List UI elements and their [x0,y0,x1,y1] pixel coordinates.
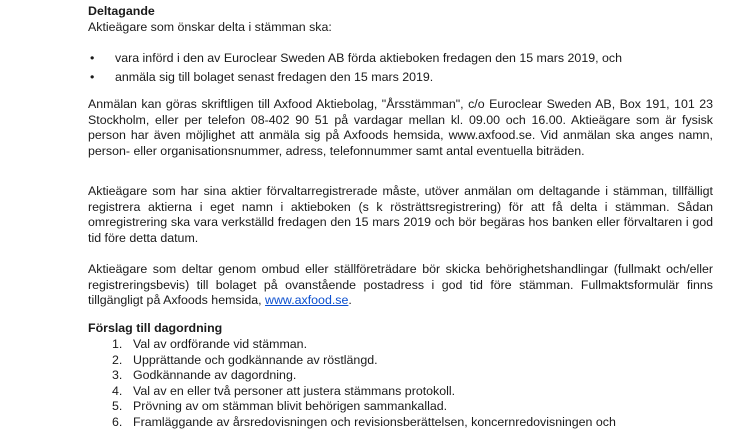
list-item-text: vara införd i den av Euroclear Sweden AB förda aktieboken fredagen den 15 mars 2019, och [115,51,622,65]
item-number: 3. [112,368,123,383]
proxy-paragraph [88,262,713,309]
registration-paragraph: Anmälan kan göras skriftligen till Axfood Aktiebolag, "Årsstämman", c/o Euroclear Sweden AB, Box 191, 101 23 Stockholm, eller per telefon 08-402 90 51 på vardagar mellan kl. 09.00 och 16.00. Aktieägare som är fysisk person har även möjlighet att anmäla sig på Axfoods hemsida, www.axfood.se. Vid anmälan ska anges namn, person- eller organisationsnummer, adress, telefonnummer samt antal eventuella biträden. [88,97,713,158]
list-item [88,51,713,67]
list-item [88,337,713,353]
item-number: 1. [112,337,123,351]
proxy-end: . [348,293,352,308]
bullet-icon: • [90,51,95,65]
item-text: Upprättande och godkännande av röstlängd. [133,352,378,367]
list-item [88,353,713,369]
item-number: 2. [112,352,123,367]
agenda-list [88,337,713,431]
website-link[interactable]: www.axfood.se [265,293,349,308]
item-number: 5. [112,399,123,414]
nominee-paragraph: Aktieägare som har sina aktier förvaltarregistrerade måste, utöver anmälan om deltagande i stämman, tillfälligt registrera aktierna i eget namn i aktieboken (s k rösträttsregistrering) för att få delta i stämman. Sådan omregistrering ska vara verkställd fredagen den 15 mars 2019 och bör begäras hos banken eller förvaltaren i god tid före detta datum. [88,184,713,245]
bullet-icon: • [90,70,95,85]
item-text: Val av ordförande vid stämman. [133,337,308,351]
section-heading-deltagande: Deltagande [88,4,155,18]
list-item [88,384,713,400]
list-item [88,70,713,86]
item-text: Prövning av om stämman blivit behörigen sammankallad. [133,399,448,414]
intro-text: Aktieägare som önskar delta i stämman ska: [88,20,332,34]
list-item [88,399,713,415]
item-number: 6. [112,414,123,429]
list-item [88,368,713,384]
agenda-heading: Förslag till dagordning [88,321,223,335]
list-item [88,415,713,431]
item-text: Val av en eller två personer att justera stämmans protokoll. [133,383,456,398]
item-text: Godkännande av dagordning. [133,368,297,383]
requirements-list [88,51,713,89]
item-text: Framläggande av årsredovisningen och revisionsberättelsen, koncernredovisningen och [133,414,616,429]
item-number: 4. [112,383,123,398]
list-item-text: anmäla sig till bolaget senast fredagen den 15 mars 2019. [115,70,434,85]
proxy-text: Aktieägare som deltar genom ombud eller ställföreträdare bör skicka behörighetshandlingar (fullmakt och/eller registreringsbevis) till bolaget på ovanstående postadress i god tid före stämman. Fullmaktsformulär finns tillgängligt på Axfoods hemsida, [88,262,713,308]
